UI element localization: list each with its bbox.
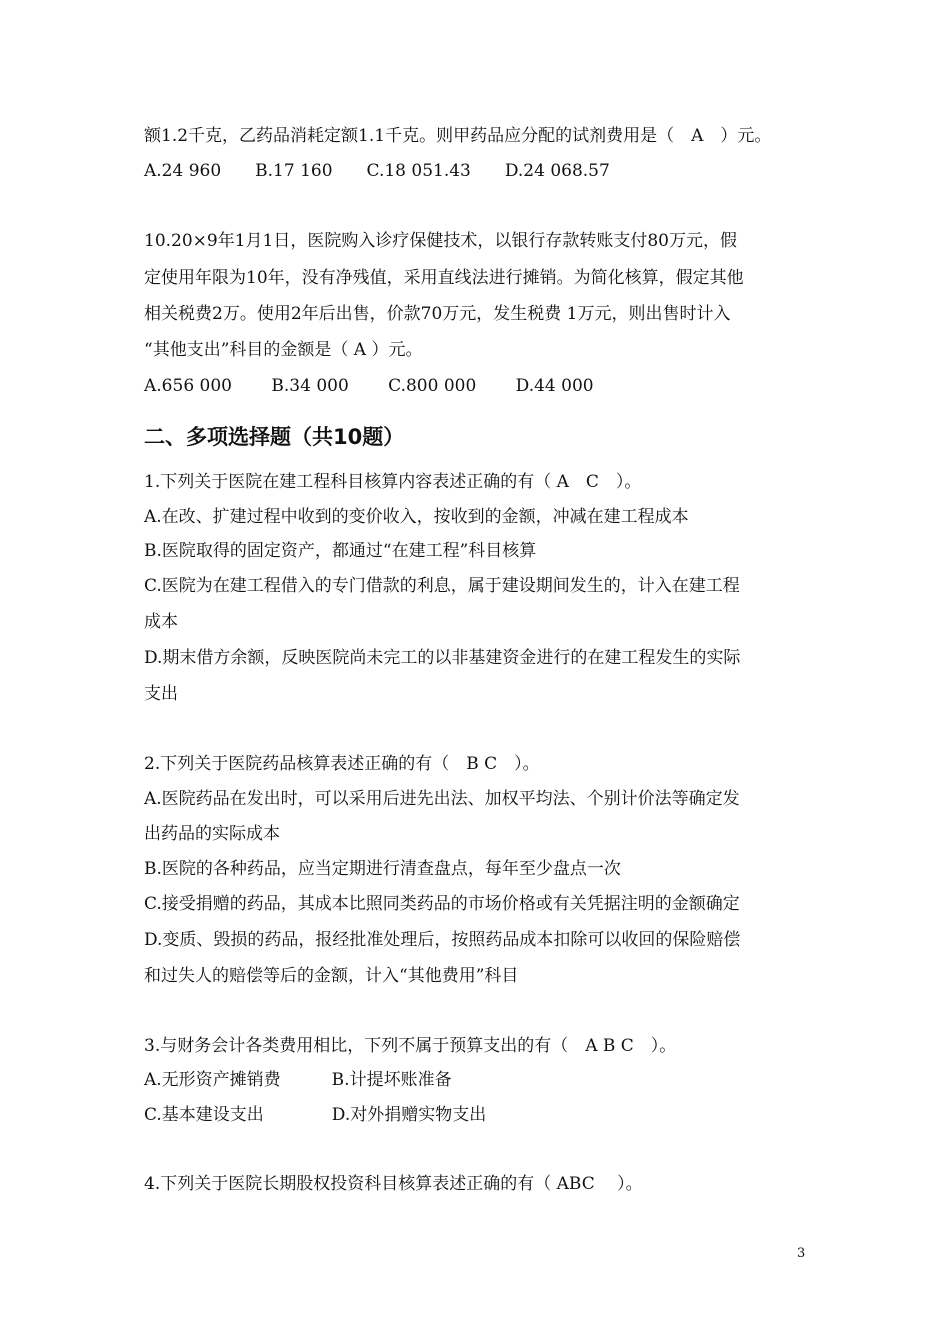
option-line: A.在改、扩建过程中收到的变价收入，按收到的金额，冲减在建工程成本 <box>144 507 689 527</box>
answer-options: A.24 960 B.17 160 C.18 051.43 D.24 068.57 <box>144 161 610 181</box>
question-stem: 3.与财务会计各类费用相比，下列不属于预算支出的有（ A B C ）。 <box>144 1036 677 1056</box>
answer-options: A.656 000 B.34 000 C.800 000 D.44 000 <box>144 376 594 396</box>
option-line: 出药品的实际成本 <box>144 824 280 844</box>
option-line: D.变质、毁损的药品，报经批准处理后，按照药品成本扣除可以收回的保险赔偿 <box>144 930 741 950</box>
option-line: D.期末借方余额，反映医院尚未完工的以非基建资金进行的在建工程发生的实际 <box>144 648 741 668</box>
option-line: 成本 <box>144 612 178 632</box>
option-line: B.医院取得的固定资产，都通过“在建工程”科目核算 <box>144 541 537 561</box>
option-line: A.无形资产摊销费 B.计提坏账准备 <box>144 1070 452 1090</box>
option-line: 支出 <box>144 684 178 704</box>
text-line: 10.20×9年1月1日，医院购入诊疗保健技术，以银行存款转账支付80万元，假 <box>144 231 737 251</box>
text-line: 定使用年限为10年，没有净残值，采用直线法进行摊销。为简化核算，假定其他 <box>144 268 744 288</box>
question-stem: 4.下列关于医院长期股权投资科目核算表述正确的有（ ABC ）。 <box>144 1174 643 1194</box>
text-line: 额1.2千克，乙药品消耗定额1.1千克。则甲药品应分配的试剂费用是（ A ）元。 <box>144 126 772 146</box>
option-line: 和过失人的赔偿等后的金额，计入“其他费用”科目 <box>144 966 519 986</box>
question-stem: 2.下列关于医院药品核算表述正确的有（ B C ）。 <box>144 754 540 774</box>
text-line: 相关税费2万。使用2年后出售，价款70万元，发生税费 1万元，则出售时计入 <box>144 304 731 324</box>
option-line: C.接受捐赠的药品，其成本比照同类药品的市场价格或有关凭据注明的金额确定 <box>144 894 740 914</box>
option-line: A.医院药品在发出时，可以采用后进先出法、加权平均法、个别计价法等确定发 <box>144 789 740 809</box>
question-stem: 1.下列关于医院在建工程科目核算内容表述正确的有（ A C ）。 <box>144 472 642 492</box>
option-line: C.基本建设支出 D.对外捐赠实物支出 <box>144 1105 487 1125</box>
page-number: 3 <box>797 1246 806 1261</box>
option-line: B.医院的各种药品，应当定期进行清查盘点，每年至少盘点一次 <box>144 859 621 879</box>
option-line: C.医院为在建工程借入的专门借款的利息，属于建设期间发生的，计入在建工程 <box>144 576 740 596</box>
section-heading: 二、多项选择题（共10题） <box>144 425 405 449</box>
text-line: “其他支出”科目的金额是（ A ）元。 <box>144 340 423 360</box>
